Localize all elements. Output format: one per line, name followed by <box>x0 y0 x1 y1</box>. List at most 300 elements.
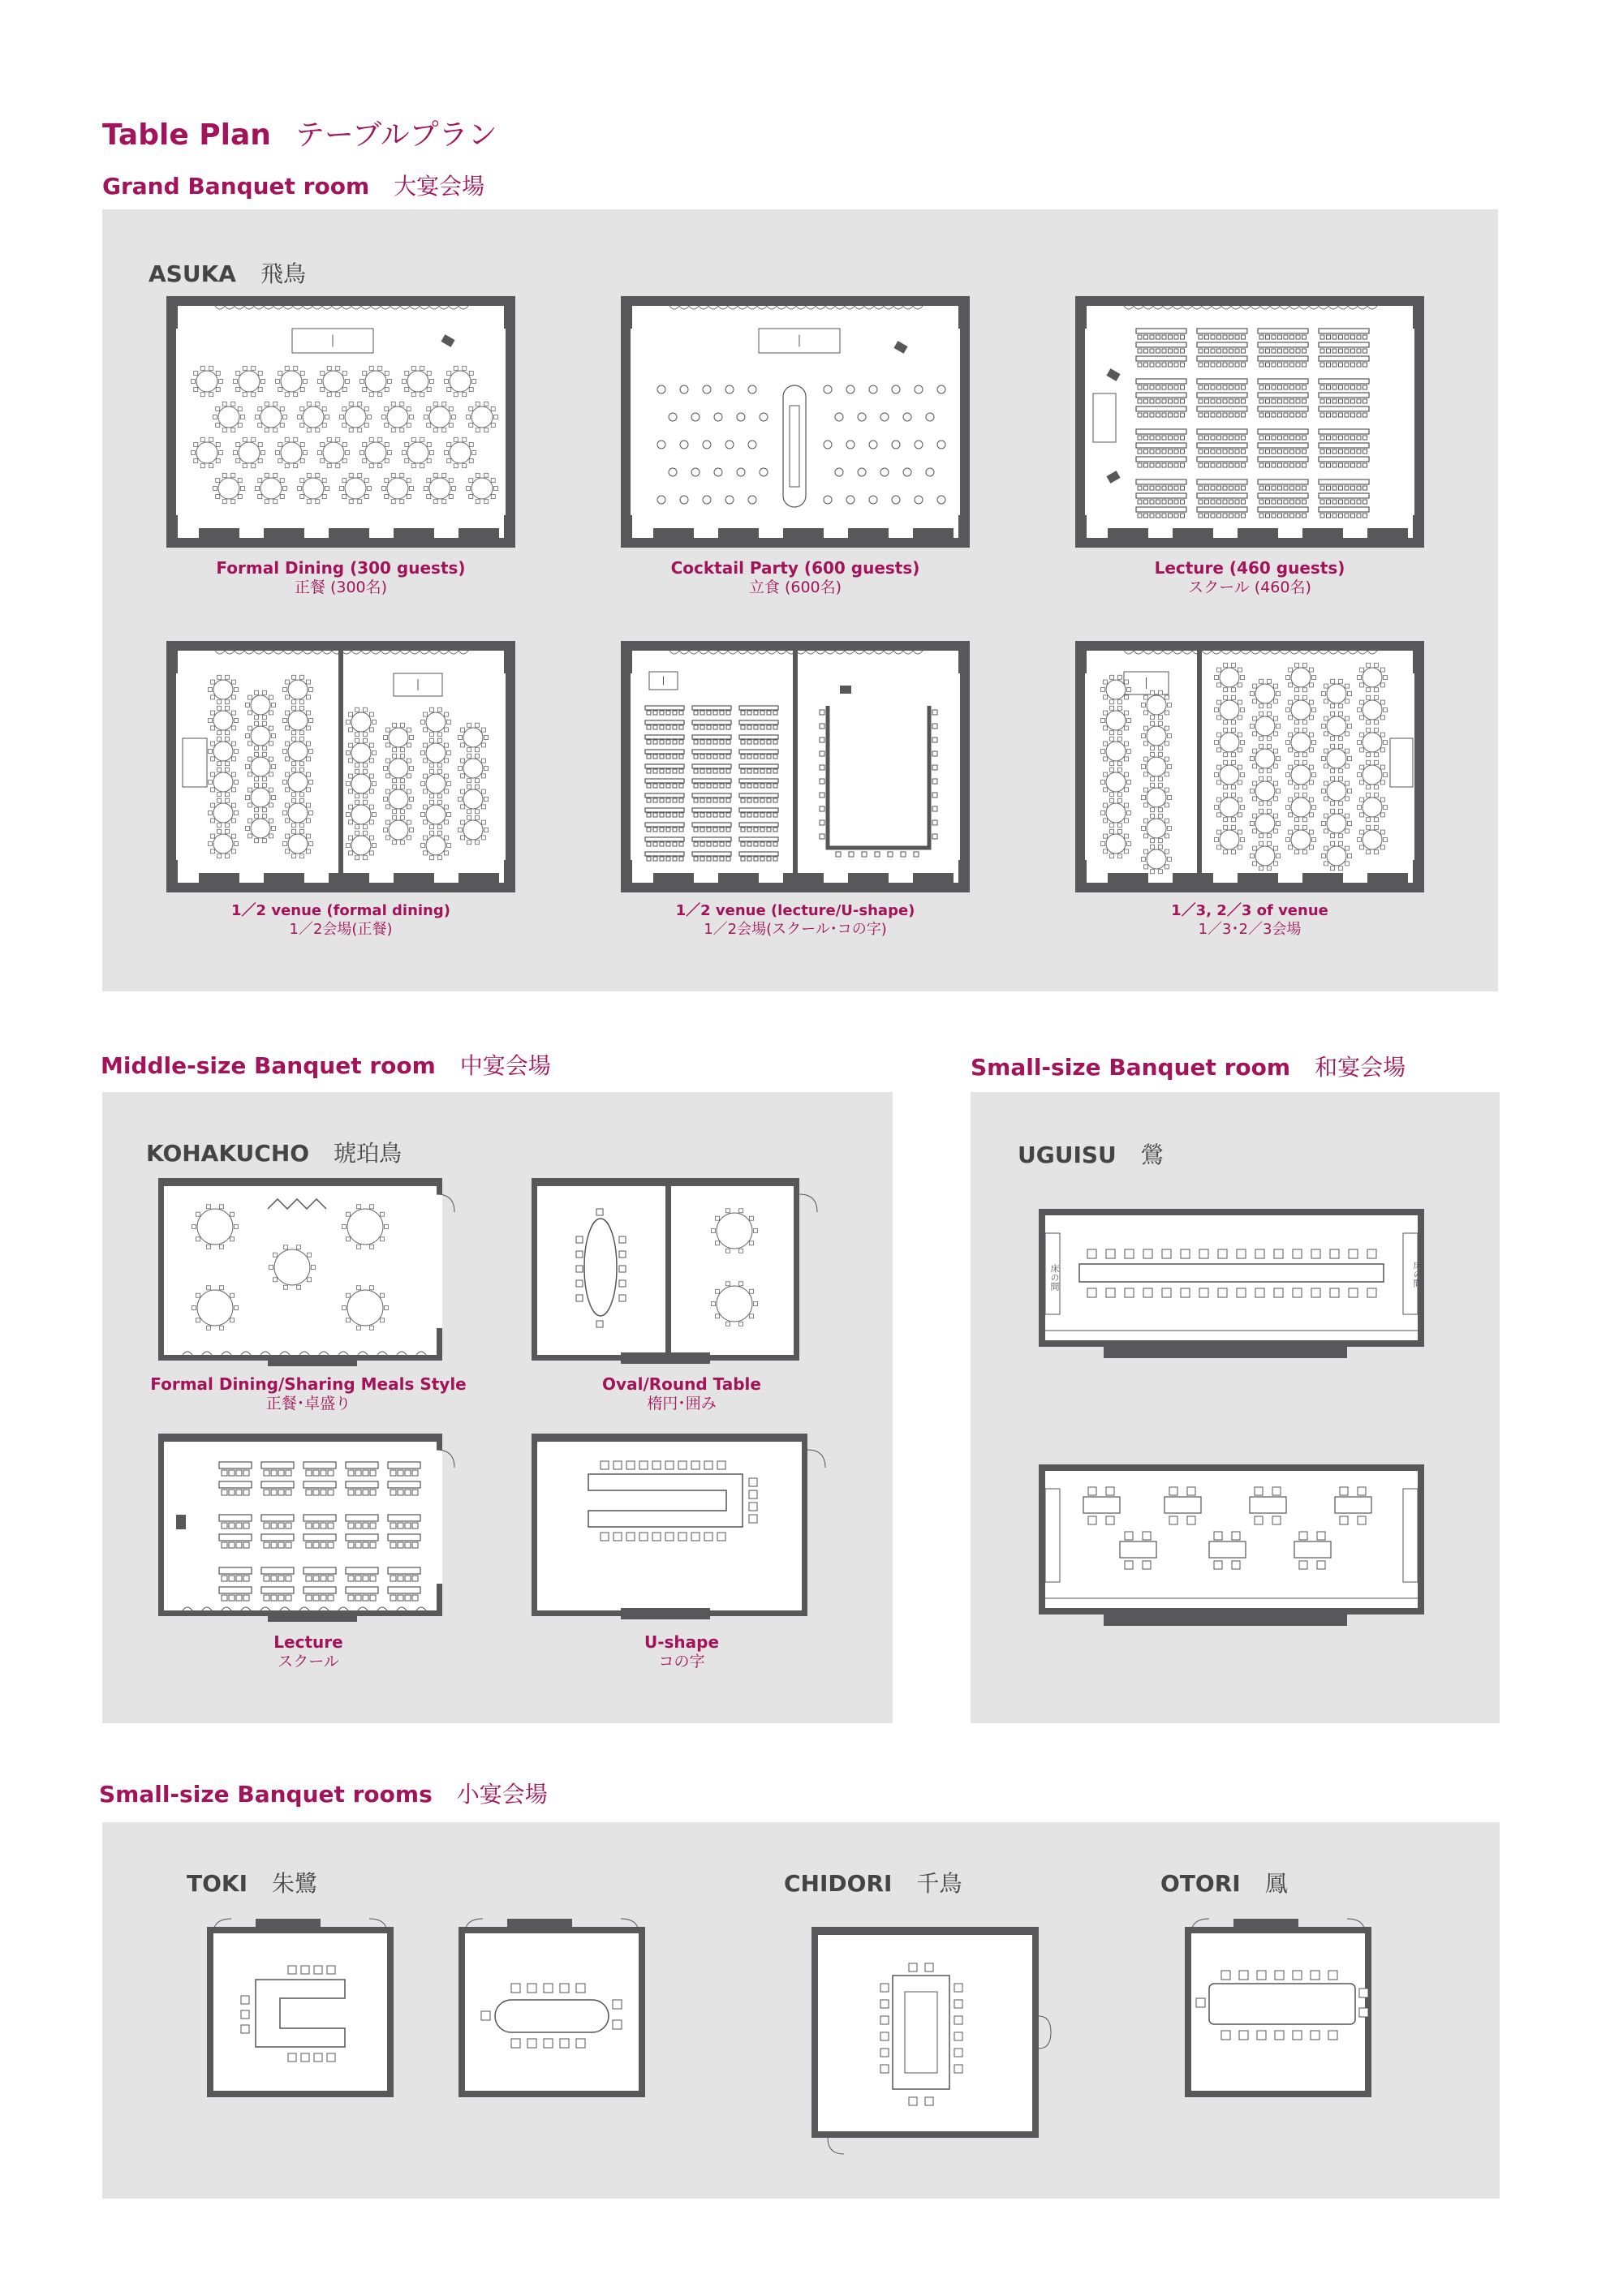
chair <box>424 851 428 855</box>
chair <box>321 458 325 462</box>
chair <box>285 437 289 441</box>
chair <box>463 464 467 468</box>
chair <box>243 1576 249 1581</box>
chair <box>1278 463 1282 467</box>
room-name-chidori-en: CHIDORI <box>784 1870 893 1897</box>
chair <box>312 1266 316 1270</box>
chair <box>1181 449 1185 454</box>
chair <box>283 415 287 419</box>
chair <box>1253 764 1257 768</box>
chair <box>369 437 373 441</box>
chair <box>713 842 717 846</box>
chair <box>1199 335 1203 339</box>
chair <box>236 1523 242 1529</box>
cocktail-table <box>725 496 734 504</box>
chair <box>273 402 278 406</box>
chair <box>932 737 937 742</box>
chair <box>1309 780 1313 785</box>
chair <box>206 1205 210 1209</box>
chair <box>449 423 453 427</box>
chair <box>707 813 711 817</box>
cocktail-table <box>703 441 711 449</box>
chair <box>619 1280 626 1287</box>
chair <box>1332 449 1337 454</box>
desk <box>1258 493 1308 498</box>
chair <box>1272 413 1276 417</box>
chair <box>1158 752 1162 756</box>
chair <box>1266 449 1270 454</box>
chair <box>1295 785 1299 789</box>
chair <box>297 1245 301 1249</box>
chair <box>1311 1249 1320 1258</box>
chair <box>1151 839 1155 843</box>
chair <box>445 380 449 384</box>
chair <box>1138 335 1142 339</box>
chair <box>349 500 353 504</box>
room-name-kohakucho-ja: 琥珀鳥 <box>334 1140 403 1167</box>
chair <box>1324 814 1328 818</box>
chair <box>1345 684 1349 688</box>
cocktail-table <box>680 385 688 393</box>
chair <box>1339 363 1343 367</box>
chair <box>1302 399 1307 403</box>
chair <box>231 742 235 746</box>
chair <box>1224 753 1228 757</box>
chair <box>1324 732 1328 736</box>
chair <box>1360 716 1364 720</box>
chair <box>1138 436 1142 440</box>
chair <box>321 1470 326 1476</box>
chair <box>1199 436 1203 440</box>
chair <box>932 724 937 729</box>
chair <box>1360 765 1364 769</box>
chair <box>1117 798 1121 802</box>
chair <box>1242 335 1246 339</box>
tokonoma <box>1045 1489 1060 1582</box>
chair <box>1374 688 1378 692</box>
chair <box>400 779 404 783</box>
chair <box>292 793 296 797</box>
chair <box>1357 514 1361 518</box>
chair <box>1289 765 1293 769</box>
chair <box>321 387 325 391</box>
chair <box>252 366 256 370</box>
desk <box>1136 356 1186 361</box>
chair <box>196 1293 200 1297</box>
chair <box>484 767 489 771</box>
round-table <box>463 759 483 778</box>
wall-segment <box>1173 528 1213 543</box>
stage <box>1390 738 1413 787</box>
chair <box>363 831 367 835</box>
cocktail-table <box>824 496 832 504</box>
oval-table <box>495 2000 609 2032</box>
chair <box>420 393 424 397</box>
chair <box>235 1306 239 1310</box>
chair <box>1241 773 1245 777</box>
chair <box>272 734 276 738</box>
chair <box>1241 708 1245 712</box>
chair <box>256 415 260 419</box>
chair <box>1309 683 1313 687</box>
chair <box>1345 500 1349 504</box>
chair <box>449 407 453 411</box>
chair <box>1205 385 1209 389</box>
desk <box>739 808 778 812</box>
chair <box>209 842 213 846</box>
chair <box>1384 676 1388 680</box>
chair <box>467 785 471 789</box>
wall-segment <box>199 528 239 543</box>
chair <box>1302 720 1307 724</box>
cocktail-table <box>703 385 711 393</box>
chair <box>880 2016 889 2024</box>
chair <box>679 784 683 788</box>
chair <box>1138 363 1142 367</box>
chair <box>255 777 259 781</box>
chair <box>749 1490 757 1498</box>
chair <box>700 769 704 773</box>
chair <box>370 1490 376 1495</box>
room-name-asuka <box>149 256 306 289</box>
desk <box>1197 379 1247 384</box>
chair <box>349 759 353 763</box>
chair <box>209 437 213 441</box>
chair <box>286 757 290 761</box>
wall-segment <box>1238 873 1278 888</box>
chair <box>1359 2008 1368 2017</box>
chair <box>420 464 424 468</box>
chair <box>243 1595 249 1601</box>
chair <box>1224 825 1228 829</box>
desk <box>1258 429 1308 434</box>
chair <box>475 723 479 727</box>
caption-ja: 1／3･2／3会場 <box>1198 920 1302 938</box>
chair <box>269 742 273 746</box>
chair <box>262 839 266 843</box>
chair <box>1348 854 1352 858</box>
round-table <box>471 406 493 428</box>
cocktail-table <box>903 468 911 476</box>
caption-kohakucho-1 <box>536 1374 828 1414</box>
chair <box>1374 793 1378 797</box>
chair <box>760 828 764 832</box>
chair <box>1104 711 1108 715</box>
chair <box>292 706 296 710</box>
chair <box>1284 385 1288 389</box>
chair <box>1327 436 1331 440</box>
chair <box>427 479 431 483</box>
chair <box>248 819 252 823</box>
cocktail-table <box>669 468 677 476</box>
chair <box>405 372 409 376</box>
chair <box>209 688 213 692</box>
chair <box>328 1595 334 1601</box>
chair <box>1312 708 1316 712</box>
chair <box>767 828 771 832</box>
chair <box>1330 1249 1339 1258</box>
desk <box>692 720 731 724</box>
chair <box>1144 803 1148 807</box>
chair <box>484 500 489 504</box>
chair <box>1181 1249 1190 1258</box>
chair <box>475 754 479 758</box>
chair <box>430 800 434 804</box>
chair <box>398 1542 403 1548</box>
chair <box>1224 760 1228 764</box>
chair <box>346 1237 350 1241</box>
chair <box>1106 1487 1114 1495</box>
chair <box>437 825 441 829</box>
wall-segment <box>621 515 632 548</box>
chair <box>430 733 434 737</box>
chair <box>437 831 441 835</box>
chair <box>1253 781 1257 785</box>
chair <box>1290 449 1294 454</box>
chair <box>225 854 229 858</box>
chair <box>932 806 937 811</box>
chair <box>1327 385 1331 389</box>
wall-segment <box>1367 528 1408 543</box>
chair <box>1384 741 1388 745</box>
wall-segment <box>1108 528 1148 543</box>
chair <box>1231 663 1235 667</box>
chair <box>360 380 364 384</box>
chair <box>283 719 287 723</box>
desk <box>1258 507 1308 512</box>
wall <box>158 1178 164 1361</box>
chair <box>1351 500 1355 504</box>
chair <box>1169 399 1173 403</box>
chair <box>220 1286 224 1290</box>
chair <box>694 711 698 715</box>
chair <box>1217 830 1221 834</box>
chair <box>1345 829 1349 833</box>
chair <box>1286 806 1290 810</box>
chair <box>749 1515 757 1523</box>
chair <box>236 372 240 376</box>
round-table <box>213 772 233 792</box>
chair <box>1117 823 1121 828</box>
chair <box>820 834 824 839</box>
chair <box>1331 744 1335 748</box>
chair <box>1345 349 1349 353</box>
chair <box>300 423 304 427</box>
chair <box>1151 870 1155 874</box>
chair <box>1273 732 1277 736</box>
chair <box>273 473 278 477</box>
chair <box>424 415 428 419</box>
chair <box>1345 385 1349 389</box>
chair <box>1127 688 1131 692</box>
chair <box>363 1595 368 1601</box>
chair <box>1273 781 1277 785</box>
chair <box>1339 335 1343 339</box>
wall-segment <box>1233 1919 1298 1933</box>
chair <box>1238 765 1242 769</box>
chair <box>820 724 824 729</box>
chair <box>273 500 278 504</box>
chair <box>363 856 367 860</box>
chair <box>410 828 414 832</box>
chair <box>1278 349 1282 353</box>
chair <box>321 1542 326 1548</box>
section-title-small-ja: 小宴会場 <box>456 1781 548 1808</box>
chair <box>355 800 359 804</box>
chair <box>1289 700 1293 704</box>
wall <box>812 1927 1039 1935</box>
chair <box>1117 737 1121 741</box>
wall <box>812 2131 1039 2138</box>
chair <box>1217 385 1221 389</box>
chair <box>211 757 215 761</box>
chair <box>1345 514 1349 518</box>
chair <box>707 842 711 846</box>
chair <box>309 811 313 815</box>
chair <box>1165 849 1169 853</box>
chair <box>381 1237 385 1241</box>
desk <box>1319 443 1369 448</box>
chair <box>304 380 308 384</box>
wall <box>166 296 176 548</box>
chair <box>349 805 353 809</box>
chair <box>1267 866 1271 871</box>
chair <box>222 1595 227 1601</box>
chair <box>1253 797 1257 801</box>
round-table <box>213 711 233 730</box>
wall <box>1414 296 1424 548</box>
chair <box>1125 1532 1133 1540</box>
chair <box>1235 335 1239 339</box>
chair <box>1217 716 1221 720</box>
chair <box>364 494 368 498</box>
round-table <box>239 371 260 392</box>
chair <box>222 1542 227 1548</box>
wall-segment <box>1075 860 1087 892</box>
chair <box>1357 413 1361 417</box>
chair <box>286 742 290 746</box>
round-table <box>196 371 217 392</box>
chair <box>1217 463 1221 467</box>
chair <box>349 712 353 716</box>
chair <box>1357 335 1361 339</box>
chair <box>484 428 489 432</box>
chair <box>1169 363 1173 367</box>
chair <box>1289 668 1293 672</box>
chair <box>1339 500 1343 504</box>
chair <box>1238 830 1242 834</box>
chair <box>1374 753 1378 757</box>
chair <box>673 769 677 773</box>
chair <box>1257 1971 1266 1980</box>
chair <box>1338 712 1342 716</box>
chair <box>384 798 388 802</box>
cocktail-table <box>657 385 665 393</box>
chair <box>1367 850 1371 854</box>
chair <box>307 500 311 504</box>
chair <box>1253 732 1257 736</box>
chair <box>1217 413 1221 417</box>
chair <box>491 423 495 427</box>
chair <box>363 707 367 712</box>
chair <box>206 1286 210 1290</box>
section-title-small-wa-en: Small-size Banquet room <box>971 1054 1291 1081</box>
chair <box>647 798 651 802</box>
chair <box>355 794 359 798</box>
chair <box>1274 1288 1283 1297</box>
chair <box>458 736 463 740</box>
chair <box>412 1595 418 1601</box>
chair <box>410 736 414 740</box>
caption-asuka-2 <box>1087 558 1412 598</box>
round-table <box>717 1286 752 1322</box>
cocktail-table <box>657 496 665 504</box>
chair <box>909 2097 917 2105</box>
chair <box>1242 463 1246 467</box>
chair <box>381 1293 385 1297</box>
chair <box>255 808 259 812</box>
chair <box>1302 663 1307 667</box>
chair <box>1320 399 1324 403</box>
chair <box>300 494 304 498</box>
chair <box>1217 335 1221 339</box>
chair <box>741 798 745 802</box>
oval-table <box>1209 1984 1355 2024</box>
chair <box>1293 2031 1302 2040</box>
round-table <box>251 788 270 807</box>
chair <box>280 479 284 483</box>
desk <box>1136 329 1186 333</box>
chair <box>660 769 664 773</box>
chair <box>322 407 326 411</box>
chair <box>1144 500 1148 504</box>
chair <box>264 1470 269 1476</box>
chair <box>1290 413 1294 417</box>
chair <box>1259 335 1264 339</box>
chair <box>1223 449 1227 454</box>
chair <box>820 751 824 756</box>
section-title-grand-ja: 大宴会場 <box>394 173 485 200</box>
cocktail-table <box>880 413 889 421</box>
chair <box>773 711 777 715</box>
chair <box>1174 514 1178 518</box>
chair <box>1217 363 1221 367</box>
chair <box>1138 463 1142 467</box>
chair <box>369 728 373 732</box>
chair <box>283 1285 287 1289</box>
chair <box>750 1289 754 1293</box>
chair <box>346 1212 350 1216</box>
wall-segment <box>329 873 369 888</box>
chair <box>1296 486 1300 490</box>
chair <box>219 380 223 384</box>
round-table <box>260 406 282 428</box>
chair <box>476 428 480 432</box>
chair <box>1302 486 1307 490</box>
chair <box>430 738 434 742</box>
chair <box>469 443 473 447</box>
chair <box>1351 385 1355 389</box>
chair <box>1338 737 1342 741</box>
chair <box>1144 849 1148 853</box>
chair <box>1363 399 1367 403</box>
chair <box>238 479 242 483</box>
chair <box>280 494 284 498</box>
chair <box>272 796 276 800</box>
chair <box>288 2053 296 2062</box>
chair <box>750 1241 754 1245</box>
chair <box>1238 845 1242 849</box>
